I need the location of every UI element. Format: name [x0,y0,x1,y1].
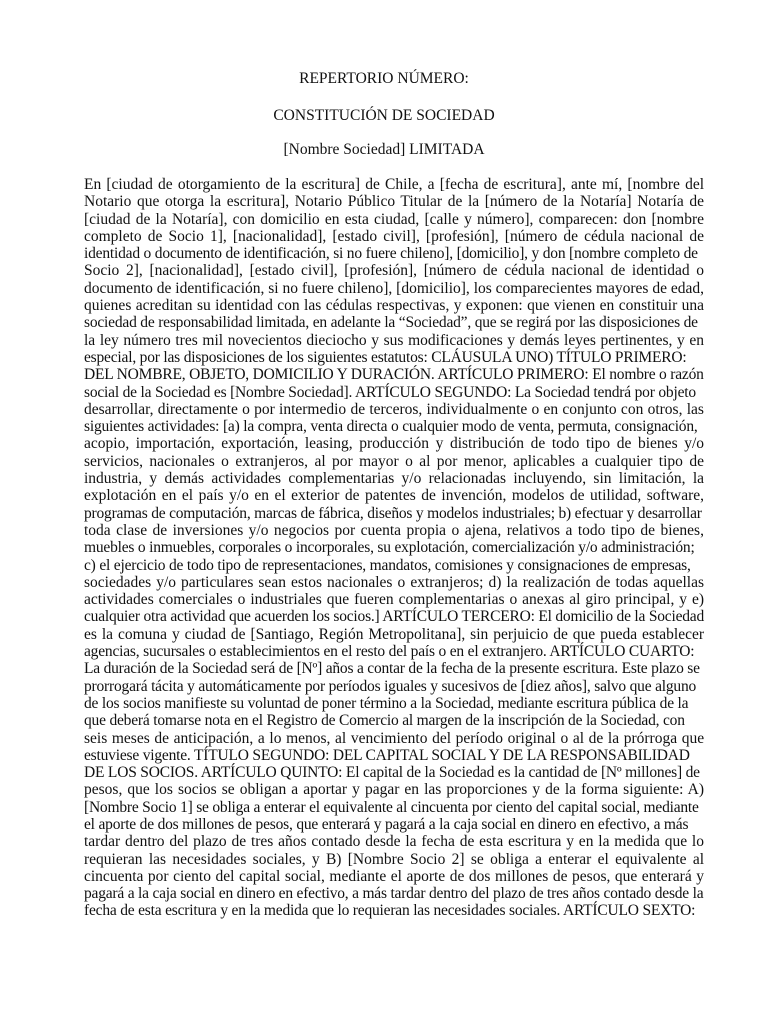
body-line: el aporte de dos millones de pesos, que enterará y pagará a la caja social en dinero en efectivo, a más [84,815,689,833]
body-line: programas de computación, marcas de fábrica, diseños y modelos industriales; b) efectuar y desarrollar [84,504,702,522]
body-line: documento de identificación, si no fuere chileno], [domicilio], los comparecientes mayores de edad, [84,279,705,297]
body-line: muebles o inmuebles, corporales o incorporales, su explotación, comercialización y/o administración; [84,539,695,557]
body-line: cualquier otra actividad que acuerden los socios.] ARTÍCULO TERCERO: El domicilio de la Sociedad [84,608,704,626]
body-line: fecha de esta escritura y en la medida que lo requieran las necesidades sociales. ARTÍCULO SEXTO: [84,902,696,920]
body-line: DE LOS SOCIOS. ARTÍCULO QUINTO: El capital de la Sociedad es la cantidad de [Nº millones] de [84,764,700,782]
body-line: agencias, sucursales o establecimientos en el resto del país o en el extranjero. ARTÍCULO CUARTO: [84,643,695,661]
body-line: quienes acreditan su identidad con las cédulas respectivas, y exponen: que vienen en constituir una [84,297,705,315]
body-line: servicios, nacionales o extranjeros, al por mayor o al por menor, aplicables a cualquier tipo de [84,452,704,470]
body-line: tardar dentro del plazo de tres años contado desde la fecha de esta escritura y en la medida que lo [84,833,704,851]
body-line: [ciudad de la Notaría], con domicilio en esta ciudad, [calle y número], comparecen: don [nombre [84,210,705,228]
body-line: siguientes actividades: [a) la compra, venta directa o cualquier modo de venta, permuta, consignación, [84,418,698,436]
body-line: [Nombre Socio 1] se obliga a enterar el equivalente al cincuenta por ciento del capital social, mediante [84,798,699,816]
body-line: toda clase de inversiones y/o negocios por cuenta propia o ajena, relativos a todo tipo de bienes, [84,521,704,539]
body-line: identidad o documento de identificación, si no fuere chileno], [domicilio], y don [nombre completo de [84,245,698,263]
repertorio-heading: REPERTORIO NÚMERO: [299,70,469,87]
body-line: estuviese vigente. TÍTULO SEGUNDO: DEL CAPITAL SOCIAL Y DE LA RESPONSABILIDAD [84,746,690,764]
body-line: que deberá tomarse nota en el Registro de Comercio al margen de la inscripción de la Sociedad, con [84,712,685,730]
body-line: Socio 2], [nacionalidad], [estado civil], [profesión], [número de cédula nacional de identidad o [84,262,705,280]
company-name-heading: [Nombre Sociedad] LIMITADA [283,141,485,158]
body-line: de los socios manifieste su voluntad de poner término a la Sociedad, mediante escritura pública de la [84,694,689,712]
body-line: especial, por las disposiciones de los siguientes estatutos: CLÁUSULA UNO) TÍTULO PRIMERO: [84,348,687,366]
body-line: requieran las necesidades sociales, y B) [Nombre Socio 2] se obliga a enterar el equivalente al [84,850,705,868]
body-line: Notario que otorga la escritura], Notario Público Titular de la [número de la Notaría] Notaría de [84,193,704,211]
body-line: industria, y demás actividades complementarias y/o relacionadas incluyendo, sin limitación, la [84,470,705,488]
body-line: la ley número tres mil novecientos dieciocho y sus modificaciones y demás leyes pertinentes, y en [84,331,705,349]
body-line: cincuenta por ciento del capital social, mediante el aporte de dos millones de pesos, que enterará y [84,867,704,885]
body-line: acopio, importación, exportación, leasing, producción y distribución de todo tipo de bienes y/o [84,435,705,453]
body-line: seis meses de anticipación, a lo menos, al vencimiento del período original o al de la prórroga que [84,729,705,747]
body-paragraph [84,176,704,920]
body-line: es la comuna y ciudad de [Santiago, Región Metropolitana], sin perjuicio de que pueda establecer [84,625,704,643]
body-line: explotación en el país y/o en el exterior de patentes de invención, modelos de utilidad, software, [84,487,704,505]
body-line: social de la Sociedad es [Nombre Sociedad]. ARTÍCULO SEGUNDO: La Sociedad tendrá por objeto [84,383,696,401]
body-line: pesos, que los socios se obligan a aportar y pagar en las proporciones y de la forma siguiente: A) [84,781,704,799]
body-line: pagará a la caja social en dinero en efectivo, a más tardar dentro del plazo de tres años contado desde la [84,885,704,903]
body-line: En [ciudad de otorgamiento de la escritura] de Chile, a [fecha de escritura], ante mí, [nombre del [84,176,705,193]
body-line: prorrogará tácita y automáticamente por períodos iguales y sucesivos de [diez años], salvo que alguno [84,677,697,695]
body-line: actividades comerciales o industriales que fueren complementarias o anexas al giro principal, y e) [84,591,705,609]
body-line: desarrollar, directamente o por intermedio de terceros, individualmente o en conjunto con otros, las [84,400,704,418]
document-title: CONSTITUCIÓN DE SOCIEDAD [273,107,495,124]
body-line: completo de Socio 1], [nacionalidad], [estado civil], [profesión], [número de cédula nacional de [84,227,704,245]
body-line: sociedad de responsabilidad limitada, en adelante la “Sociedad”, que se regirá por las disposiciones de [84,314,698,332]
body-line: La duración de la Sociedad será de [Nº] años a contar de la fecha de la presente escritura. Este plazo se [84,660,700,678]
body-line: sociedades y/o particulares sean estos nacionales o extranjeros; d) la realización de todas aquellas [84,573,705,591]
body-line: c) el ejercicio de todo tipo de representaciones, mandatos, comisiones y consignaciones de empresas, [84,556,691,574]
body-line: DEL NOMBRE, OBJETO, DOMICILIO Y DURACIÓN. ARTÍCULO PRIMERO: El nombre o razón [84,366,704,384]
